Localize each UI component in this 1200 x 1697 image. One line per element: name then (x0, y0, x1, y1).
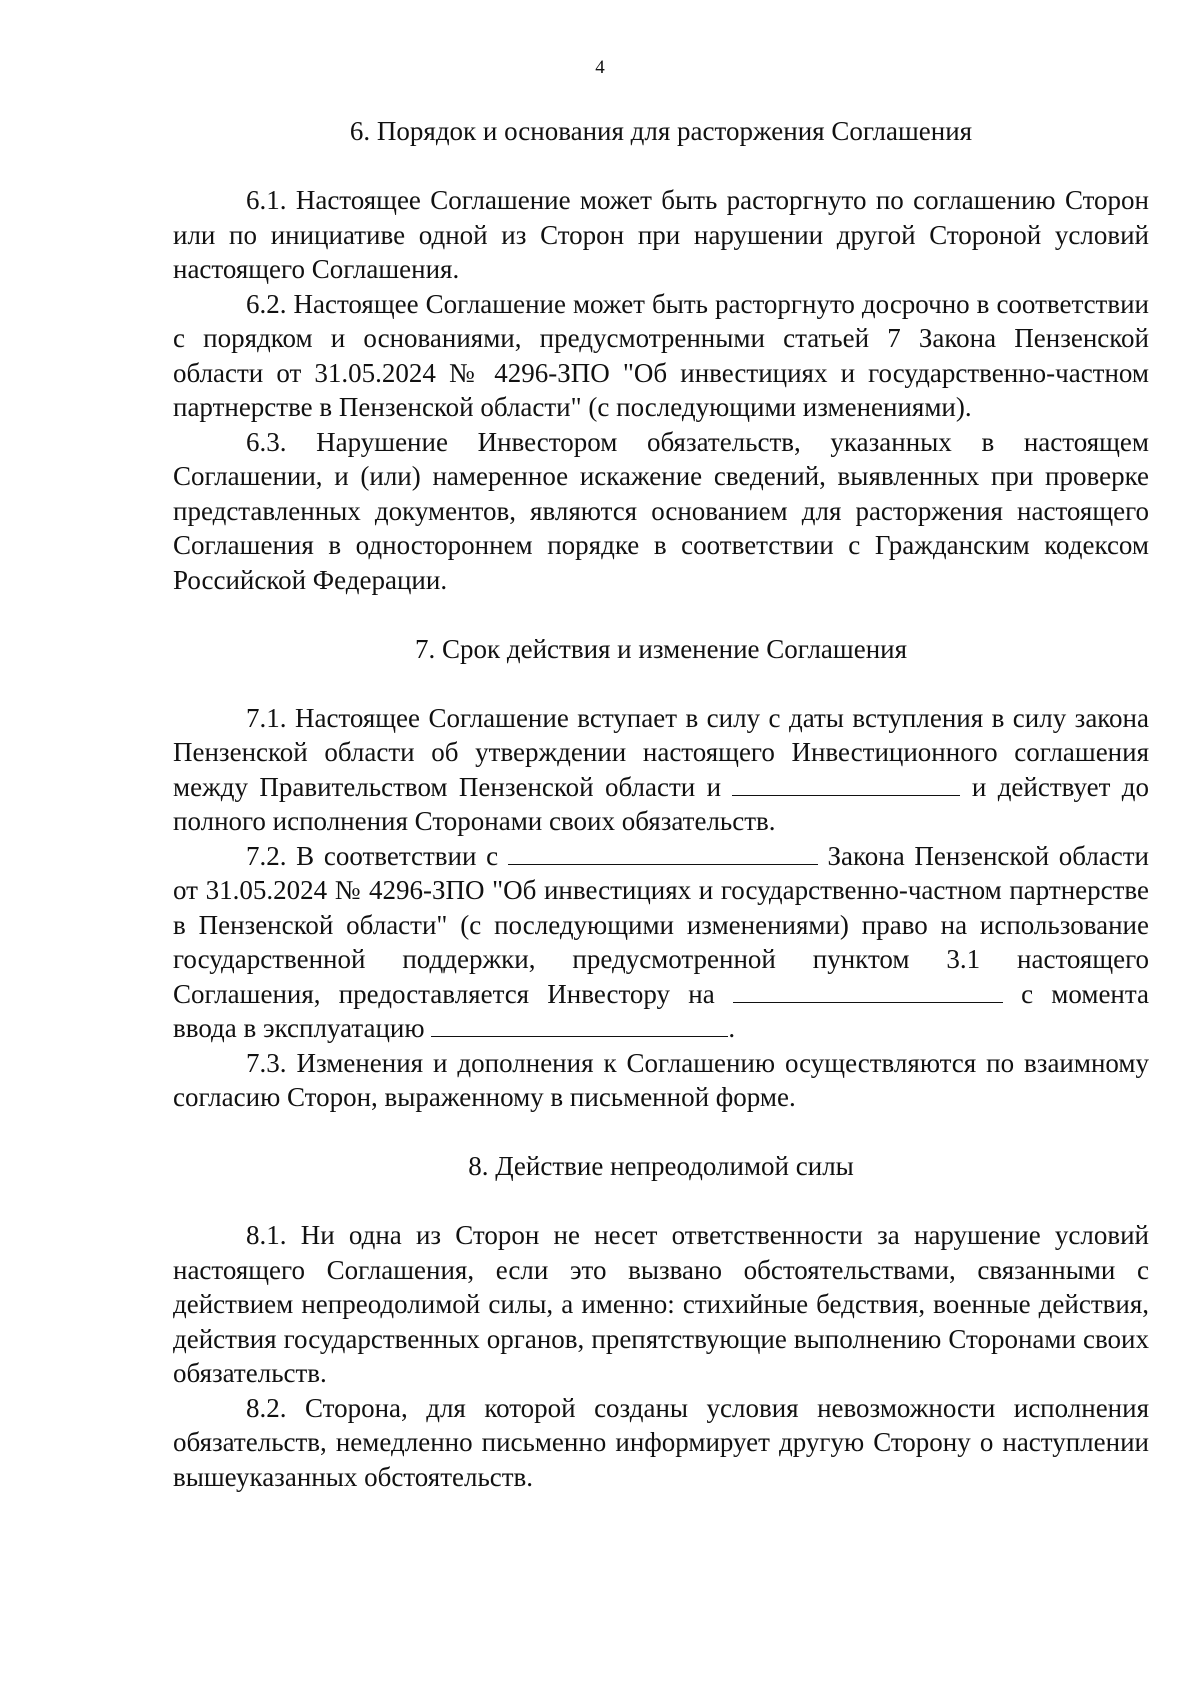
paragraph-7-1-text-start: 7.1. Настоящее Соглашение вступает в силу с даты вступления в силу закона Пензенской области об утверждении настоящего Инвестиционного соглашения между Правительством Пензенской области и (173, 702, 1149, 802)
paragraph-7-1 (173, 701, 1149, 839)
blank-field-support-period (733, 1001, 1003, 1003)
paragraph-7-2-text-commissioning: с момента ввода в эксплуатацию (173, 978, 1149, 1043)
paragraph-8-1: 8.1. Ни одна из Сторон не несет ответственности за нарушение условий настоящего Соглашения, если это вызвано обстоятельствами, связанными с действием непреодолимой силы, а именно: стихийные бедствия, военные действия, действия государственных органов, препятствующие выполнению Сторонами своих обязательств. (173, 1220, 1149, 1388)
paragraph-6-3: 6.3. Нарушение Инвестором обязательств, указанных в настоящем Соглашении, и (или) намеренное искажение сведений, выявленных при проверке представленных документов, являются основанием для расторжения настоящего Соглашения в одностороннем порядке в соответствии с Гражданским кодексом Российской Федерации. (173, 426, 1149, 595)
paragraph-7-3: 7.3. Изменения и дополнения к Соглашению осуществляются по взаимному согласию Сторон, выраженному в письменной форме. (173, 1047, 1149, 1112)
paragraph-7-2-text-middle: Закона Пензенской области от 31.05.2024 № 4296-ЗПО "Об инвестициях и государственно-частном партнерстве в Пензенской области" (с последующими изменениями) право на использование государственной поддержки, предусмотренной пунктом 3.1 настоящего Соглашения, предоставляется Инвестору на (173, 840, 1150, 1009)
section-6-title: 6. Порядок и основания для расторжения Соглашения (349, 116, 973, 146)
paragraph-7-2-period: . (728, 1013, 736, 1043)
section-8-title: 8. Действие непреодолимой силы (468, 1151, 854, 1181)
paragraph-7-1-text-end: и действует до полного исполнения Сторонами своих обязательств. (173, 771, 1150, 836)
paragraph-7-2 (173, 839, 1149, 1046)
blank-field-commissioning-object (431, 1035, 728, 1037)
paragraph-8-2: 8.2. Сторона, для которой созданы условия невозможности исполнения обязательств, немедленно письменно информирует другую Сторону о наступлении вышеуказанных обстоятельств. (173, 1392, 1149, 1492)
page-number: 4 (595, 57, 605, 78)
document-body (173, 114, 1149, 1494)
section-7-title: 7. Срок действия и изменение Соглашения (414, 633, 908, 664)
paragraph-6-1: 6.1. Настоящее Соглашение может быть расторгнуто по соглашению Сторон или по инициативе одной из Сторон при нарушении другой Стороной условий настоящего Соглашения. (173, 185, 1149, 284)
paragraph-7-2-text-start: 7.2. В соответствии с (246, 840, 499, 871)
paragraph-6-2: 6.2. Настоящее Соглашение может быть расторгнуто досрочно в соответствии с порядком и основаниями, предусмотренными статьей 7 Закона Пензенской области от 31.05.2024 № 4296-ЗПО "Об инвестициях и государственно-частном партнерстве в Пензенской области" (с последующими изменениями). (173, 288, 1149, 422)
blank-field-law-article (508, 863, 818, 865)
blank-field-party-name (732, 794, 960, 796)
